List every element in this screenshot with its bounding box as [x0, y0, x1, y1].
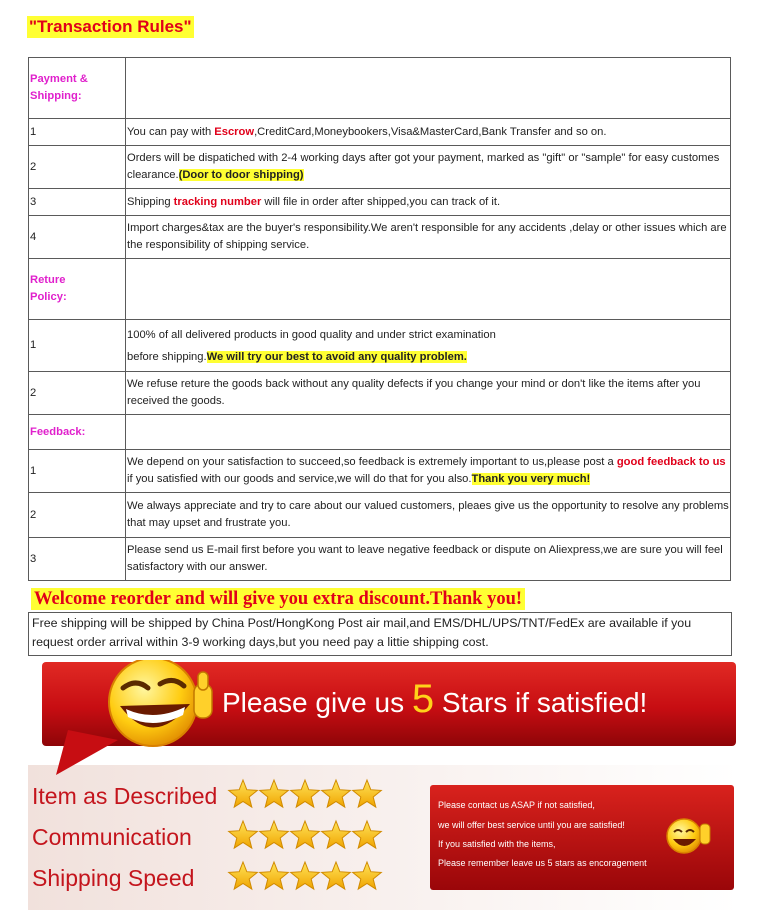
table-row — [29, 189, 731, 216]
row-text: Orders will be dispatiched with 2-4 working days after got your payment, marked as "gift" or "sample" for easy customes clearance.(Door to door shipping) — [126, 146, 731, 189]
rating-label-shipping-speed: Shipping Speed — [32, 865, 195, 891]
section-header-return — [29, 259, 731, 320]
row-number: 2 — [29, 146, 126, 189]
table-row — [29, 119, 731, 146]
highlight-text: We will try our best to avoid any quality problem. — [206, 350, 467, 363]
table-row — [29, 538, 731, 581]
five-stars-banner — [28, 660, 739, 910]
notice-line: Please remember leave us 5 stars as encoragement — [438, 858, 647, 868]
rating-label-item-as-described: Item as Described — [32, 783, 218, 809]
row-number: 2 — [29, 493, 126, 538]
row-text: 100% of all delivered products in good quality and under strict examination before shipping.We will try our best to avoid any quality problem. — [126, 320, 731, 372]
row-number: 1 — [29, 450, 126, 493]
notice-line: Please contact us ASAP if not satisfied, — [438, 800, 595, 810]
banner-headline-pre: Please give us — [222, 687, 412, 718]
table-row — [29, 216, 731, 259]
row-number: 4 — [29, 216, 126, 259]
banner-headline-post: Stars if satisfied! — [434, 687, 648, 718]
row-text: Import charges&tax are the buyer's responsibility.We aren't responsible for any accidents ,delay or other issues which are the responsibility of shipping service. — [126, 216, 731, 259]
row-text: We always appreciate and try to care about our valued customers, pleaes give us the opportunity to resolve any problems that may upset and frustrate you. — [126, 493, 731, 538]
highlight-text: (Door to door shipping) — [178, 169, 304, 181]
notice-line: we will offer best service until you are satisfied! — [438, 820, 625, 830]
row-number: 1 — [29, 320, 126, 372]
row-text: We refuse reture the goods back without any quality defects if you change your mind or don't like the items after you received the goods. — [126, 372, 731, 415]
page-title: "Transaction Rules" — [29, 17, 192, 36]
section-header-payment — [29, 58, 731, 119]
table-row — [29, 372, 731, 415]
row-text: Shipping tracking number will file in order after shipped,you can track of it. — [126, 189, 731, 216]
rating-label-communication: Communication — [32, 824, 192, 850]
welcome-banner-text: Welcome reorder and will give you extra discount.Thank you! — [31, 588, 525, 610]
section-heading-return: Reture Policy: — [29, 259, 126, 320]
row-number: 3 — [29, 538, 126, 581]
table-row — [29, 146, 731, 189]
row-text: We depend on your satisfaction to succeed,so feedback is extremely important to us,please post a good feedback to us if you satisfied with our goods and service,we will do that for you also.Thank you very much! — [126, 450, 731, 493]
row-text: Please send us E-mail first before you want to leave negative feedback or dispute on Aliexpress,we are sure you will feel satisfactory with our answer. — [126, 538, 731, 581]
free-shipping-note: Free shipping will be shipped by China Post/HongKong Post air mail,and EMS/DHL/UPS/TNT/FedEx are available if you request order arrival within 3-9 working days,but you need pay a littie shipping cost. — [28, 612, 732, 656]
table-row — [29, 320, 731, 372]
section-heading-payment: Payment & Shipping: — [29, 58, 126, 119]
table-row — [29, 493, 731, 538]
section-header-feedback — [29, 415, 731, 450]
row-text: You can pay with Escrow,CreditCard,Moneybookers,Visa&MasterCard,Bank Transfer and so on. — [126, 119, 731, 146]
transaction-rules-table — [28, 57, 731, 581]
row-number: 3 — [29, 189, 126, 216]
row-number: 1 — [29, 119, 126, 146]
highlight-text: Thank you very much! — [471, 473, 591, 485]
banner-headline-number: 5 — [411, 677, 435, 721]
section-heading-feedback: Feedback: — [29, 415, 126, 450]
table-row — [29, 450, 731, 493]
row-number: 2 — [29, 372, 126, 415]
notice-line: If you satisfied with the items, — [438, 839, 556, 849]
